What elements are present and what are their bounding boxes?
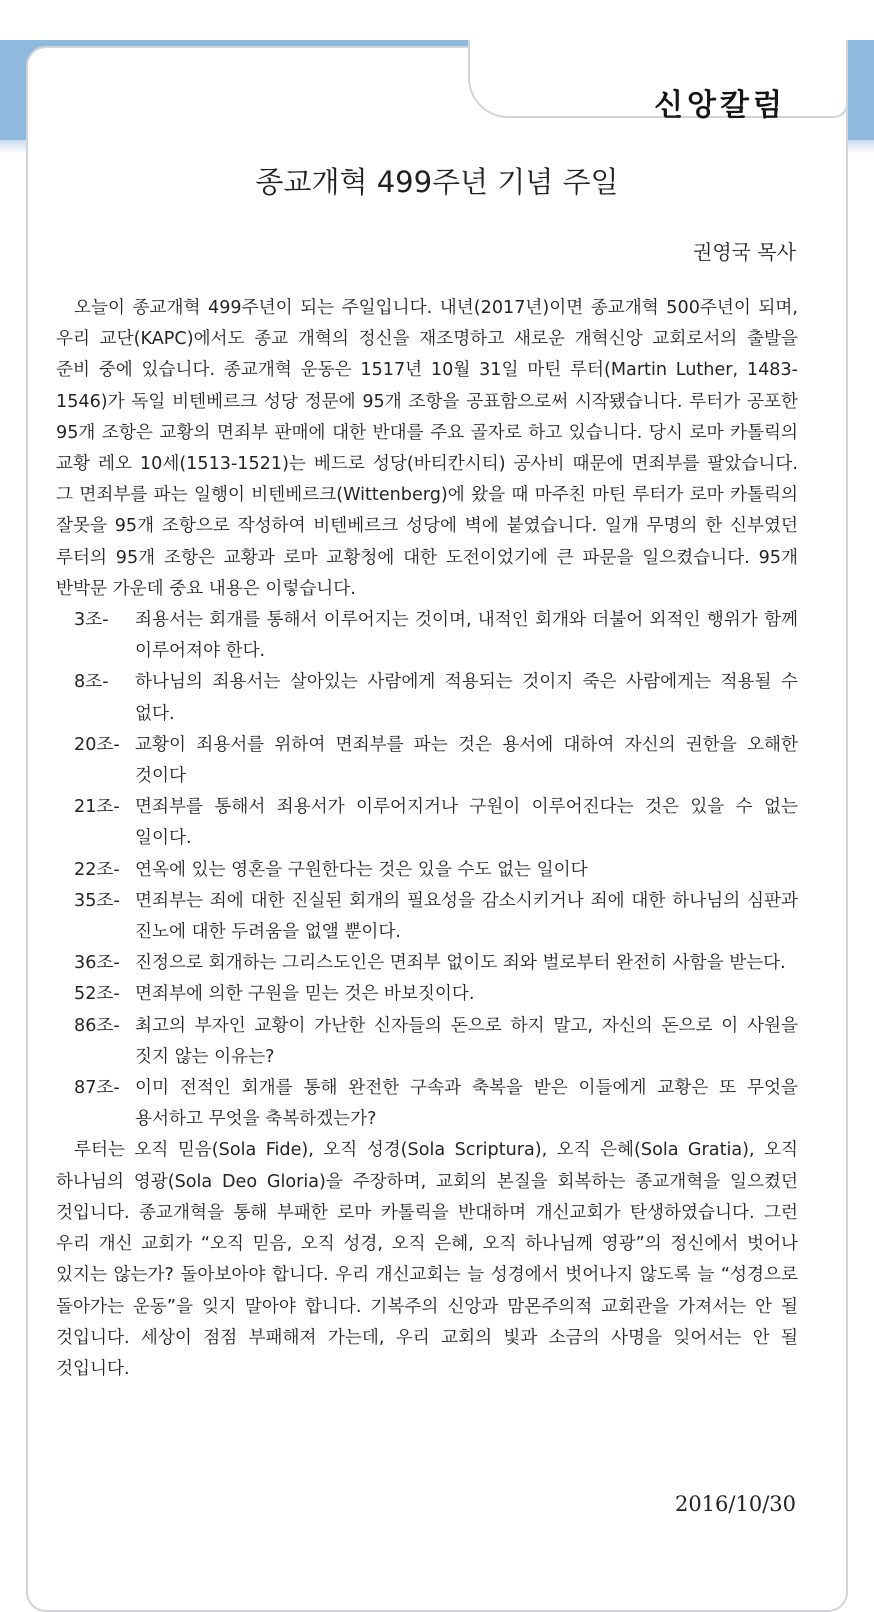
thesis-item <box>56 792 798 854</box>
thesis-number: 22조- <box>74 859 120 880</box>
thesis-item <box>56 605 798 667</box>
column-date: 2016/10/30 <box>674 1492 796 1516</box>
thesis-text: 연옥에 있는 영혼을 구원한다는 것은 있을 수도 없는 일이다 <box>135 859 588 880</box>
thesis-item <box>56 855 798 886</box>
thesis-text: 이미 전적인 회개를 통해 완전한 구속과 축복을 받은 이들에게 교황은 또 무엇을 용서하고 무엇을 축복하겠는가? <box>135 1078 798 1130</box>
thesis-list <box>56 605 798 1135</box>
author-name: 권영국 목사 <box>693 240 796 264</box>
conclusion-paragraph: 루터는 오직 믿음(Sola Fide), 오직 성경(Sola Scriptura), 오직 은혜(Sola Gratia), 오직 하나님의 영광(Sola Deo Gloria)을 주장하며, 교회의 본질을 회복하는 종교개혁을 일으켰던 것입니다. 종교개혁을 통해 부패한 로마 카톨릭을 반대하며 개신교회가 탄생하였습니다. 그런 우리 개신 교회가 “오직 믿음, 오직 성경, 오직 은혜, 오직 하나님께 영광”의 정신에서 벗어나 있지는 않는가? 돌아보아야 합니다. 우리 개신교회는 늘 성경에서 벗어나지 않도록 늘 “성경으로 돌아가는 운동”을 잊지 말아야 합니다. 기복주의 신앙과 맘몬주의적 교회관을 가져서는 안 될 것입니다. 세상이 점점 부패해져 가는데, 우리 교회의 빛과 소금의 사명을 잊어서는 안 될 것입니다. <box>56 1140 798 1379</box>
thesis-item <box>56 1011 798 1073</box>
thesis-text: 진정으로 회개하는 그리스도인은 면죄부 없이도 죄와 벌로부터 완전히 사함을 받는다. <box>135 953 786 974</box>
thesis-item <box>56 979 798 1010</box>
thesis-text: 면죄부는 죄에 대한 진실된 회개의 필요성을 감소시키거나 죄에 대한 하나님의 심판과 진노에 대한 두려움을 없앨 뿐이다. <box>135 890 798 943</box>
thesis-number: 36조- <box>74 953 120 974</box>
intro-paragraph: 오늘이 종교개혁 499주년이 되는 주일입니다. 내년(2017년)이면 종교개혁 500주년이 되며, 우리 교단(KAPC)에서도 종교 개혁의 정신을 재조명하고 새로운 개혁신앙 교회로서의 출발을 준비 중에 있습니다. 종교개혁 운동은 1517년 10월 31일 마틴 루터(Martin Luther, 1483-1546)가 독일 비텐베르크 성당 정문에 95개 조항을 공표함으로써 시작됐습니다. 루터가 공포한 95개 조항은 교황의 면죄부 판매에 대한 반대를 주요 골자로 하고 있습니다. 당시 로마 카톨릭의 교황 레오 10세(1513-1521)는 베드로 성당(바티칸시티) 공사비 때문에 면죄부를 팔았습니다. 그 면죄부를 파는 일행이 비텐베르크(Wittenberg)에 왔을 때 마주친 마틴 루터가 로마 카톨릭의 잘못을 95개 조항으로 작성하여 비텐베르크 성당에 벽에 붙였습니다. 일개 무명의 한 신부였던 루터의 95개 조항은 교황과 로마 교황청에 대한 도전이었기에 큰 파문을 일으켰습니다. 95개 반박문 가운데 중요 내용은 이렇습니다. <box>56 298 798 599</box>
thesis-text: 죄용서는 회개를 통해서 이루어지는 것이며, 내적인 회개와 더불어 외적인 행위가 함께 이루어져야 한다. <box>135 610 798 662</box>
thesis-number: 8조- <box>74 672 109 693</box>
section-title: 신앙칼럼 <box>654 88 786 123</box>
thesis-number: 3조- <box>74 610 109 631</box>
thesis-text: 면죄부에 의한 구원을 믿는 것은 바보짓이다. <box>135 984 475 1005</box>
thesis-item <box>56 886 798 948</box>
column-title: 종교개혁 499주년 기념 주일 <box>255 165 619 199</box>
thesis-number: 86조- <box>74 1015 120 1036</box>
thesis-item <box>56 948 798 979</box>
thesis-item <box>56 730 798 792</box>
thesis-number: 21조- <box>74 797 120 818</box>
thesis-text: 교황이 죄용서를 위하여 면죄부를 파는 것은 용서에 대하여 자신의 권한을 오해한 것이다 <box>135 734 798 787</box>
column-body <box>56 293 798 1385</box>
thesis-number: 20조- <box>74 734 120 755</box>
thesis-text: 면죄부를 통해서 죄용서가 이루어지거나 구원이 이루어진다는 것은 있을 수 없는 일이다. <box>135 797 798 849</box>
thesis-item <box>56 1073 798 1135</box>
thesis-text: 최고의 부자인 교황이 가난한 신자들의 돈으로 하지 말고, 자신의 돈으로 이 사원을 짓지 않는 이유는? <box>135 1015 798 1067</box>
thesis-text: 하나님의 죄용서는 살아있는 사람에게 적용되는 것이지 죽은 사람에게는 적용될 수 없다. <box>135 672 798 724</box>
thesis-item <box>56 667 798 729</box>
thesis-number: 35조- <box>74 890 120 911</box>
thesis-number: 87조- <box>74 1078 120 1099</box>
thesis-number: 52조- <box>74 984 120 1005</box>
